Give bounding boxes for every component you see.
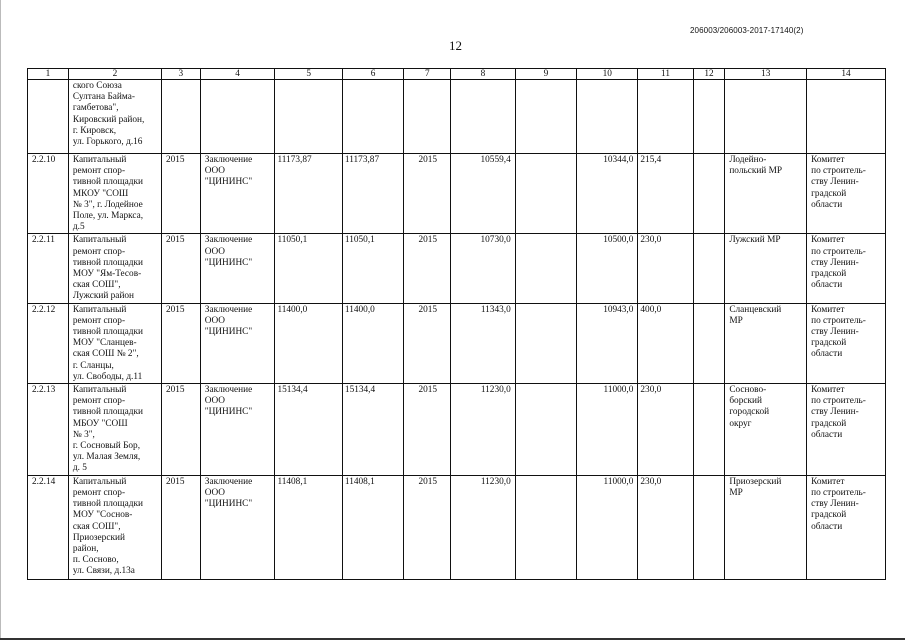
document: Заключение ООО "ЦИНИНС": [200, 154, 275, 234]
col-header: 10: [577, 69, 638, 80]
col-header: 2: [68, 69, 161, 80]
document: Заключение ООО "ЦИНИНС": [200, 475, 275, 579]
year: 2015: [161, 475, 200, 579]
col-header: 3: [161, 69, 200, 80]
document: Заключение ООО "ЦИНИНС": [200, 384, 275, 476]
value-8: 11230,0: [451, 384, 515, 476]
year: [161, 80, 200, 154]
table-row: [28, 303, 886, 383]
value-9: [515, 154, 576, 234]
document-id: 206003/206003-2017-17140(2): [690, 26, 804, 35]
value-6: 11408,1: [342, 475, 403, 579]
value-10: 10943,0: [577, 303, 638, 383]
value-10: 10344,0: [577, 154, 638, 234]
value-6: 11400,0: [342, 303, 403, 383]
row-number: 2.2.13: [28, 384, 69, 476]
value-6: 11173,87: [342, 154, 403, 234]
table-row: [28, 475, 886, 579]
value-6: 15134,4: [342, 384, 403, 476]
table-row: [28, 384, 886, 476]
document: [200, 80, 275, 154]
row-number: [28, 80, 69, 154]
year: 2015: [161, 303, 200, 383]
value-8: 11230,0: [451, 475, 515, 579]
col-header: 1: [28, 69, 69, 80]
customer: [807, 80, 886, 154]
customer: Комитет по строитель- ству Ленин- градской области: [807, 234, 886, 303]
value-11: 230,0: [638, 384, 693, 476]
value-11: 230,0: [638, 234, 693, 303]
col-header: 5: [275, 69, 342, 80]
table-row: [28, 154, 886, 234]
value-10: 11000,0: [577, 475, 638, 579]
object-name: ского Союза Султана Байма- гамбетова", Кировский район, г. Кировск, ул. Горького, д.16: [68, 80, 161, 154]
year: 2015: [161, 384, 200, 476]
col-header: 4: [200, 69, 275, 80]
customer: Комитет по строитель- ству Ленин- градской области: [807, 154, 886, 234]
page-number: 12: [449, 38, 462, 53]
value-9: [515, 475, 576, 579]
municipality: [725, 80, 807, 154]
value-5: 11400,0: [275, 303, 342, 383]
value-8: 11343,0: [451, 303, 515, 383]
value-7: 2015: [404, 234, 451, 303]
object-name: Капитальный ремонт спор- тивной площадки МКОУ "СОШ № 3", г. Лодейное Поле, ул. Маркса, д.5: [68, 154, 161, 234]
value-7: 2015: [404, 154, 451, 234]
table-row: [28, 234, 886, 303]
col-header: 11: [638, 69, 693, 80]
value-6: [342, 80, 403, 154]
object-name: Капитальный ремонт спор- тивной площадки МОУ "Ям-Тесов- ская СОШ", Лужский район: [68, 234, 161, 303]
value-12: [693, 80, 725, 154]
value-10: [577, 80, 638, 154]
value-10: 11000,0: [577, 384, 638, 476]
col-header: 6: [342, 69, 403, 80]
col-header: 14: [807, 69, 886, 80]
object-name: Капитальный ремонт спор- тивной площадки МОУ "Сланцев- ская СОШ № 2", г. Сланцы, ул. Свободы, д.11: [68, 303, 161, 383]
municipality: Сланцевский МР: [725, 303, 807, 383]
value-12: [693, 384, 725, 476]
col-header: 13: [725, 69, 807, 80]
value-7: 2015: [404, 384, 451, 476]
municipality: Сосново- борский городской округ: [725, 384, 807, 476]
value-5: 11173,87: [275, 154, 342, 234]
customer: Комитет по строитель- ству Ленин- градской области: [807, 303, 886, 383]
value-11: 215,4: [638, 154, 693, 234]
value-12: [693, 475, 725, 579]
object-name: Капитальный ремонт спор- тивной площадки МБОУ "СОШ № 3", г. Сосновый Бор, ул. Малая Земля, д. 5: [68, 384, 161, 476]
value-9: [515, 303, 576, 383]
year: 2015: [161, 154, 200, 234]
value-7: 2015: [404, 303, 451, 383]
municipality: Лодейно- польский МР: [725, 154, 807, 234]
value-9: [515, 384, 576, 476]
value-7: [404, 80, 451, 154]
row-number: 2.2.10: [28, 154, 69, 234]
row-number: 2.2.14: [28, 475, 69, 579]
value-5: [275, 80, 342, 154]
document: Заключение ООО "ЦИНИНС": [200, 234, 275, 303]
scan-edge: [0, 0, 1, 640]
value-5: 11408,1: [275, 475, 342, 579]
col-header: 8: [451, 69, 515, 80]
value-12: [693, 303, 725, 383]
table-row: [28, 80, 886, 154]
value-8: 10559,4: [451, 154, 515, 234]
col-header: 9: [515, 69, 576, 80]
value-8: [451, 80, 515, 154]
row-number: 2.2.12: [28, 303, 69, 383]
customer: Комитет по строитель- ству Ленин- градской области: [807, 475, 886, 579]
value-12: [693, 154, 725, 234]
municipality: Приозерский МР: [725, 475, 807, 579]
document: Заключение ООО "ЦИНИНС": [200, 303, 275, 383]
value-11: [638, 80, 693, 154]
column-numbers-row: [28, 69, 886, 80]
value-12: [693, 234, 725, 303]
program-table: [27, 68, 886, 580]
value-7: 2015: [404, 475, 451, 579]
col-header: 7: [404, 69, 451, 80]
value-5: 15134,4: [275, 384, 342, 476]
value-10: 10500,0: [577, 234, 638, 303]
value-11: 230,0: [638, 475, 693, 579]
value-9: [515, 234, 576, 303]
year: 2015: [161, 234, 200, 303]
municipality: Лужский МР: [725, 234, 807, 303]
value-5: 11050,1: [275, 234, 342, 303]
object-name: Капитальный ремонт спор- тивной площадки МОУ "Соснов- ская СОШ", Приозерский район, п. Сосново, ул. Связи, д.13а: [68, 475, 161, 579]
col-header: 12: [693, 69, 725, 80]
value-8: 10730,0: [451, 234, 515, 303]
value-9: [515, 80, 576, 154]
value-6: 11050,1: [342, 234, 403, 303]
row-number: 2.2.11: [28, 234, 69, 303]
value-11: 400,0: [638, 303, 693, 383]
customer: Комитет по строитель- ству Ленин- градской области: [807, 384, 886, 476]
